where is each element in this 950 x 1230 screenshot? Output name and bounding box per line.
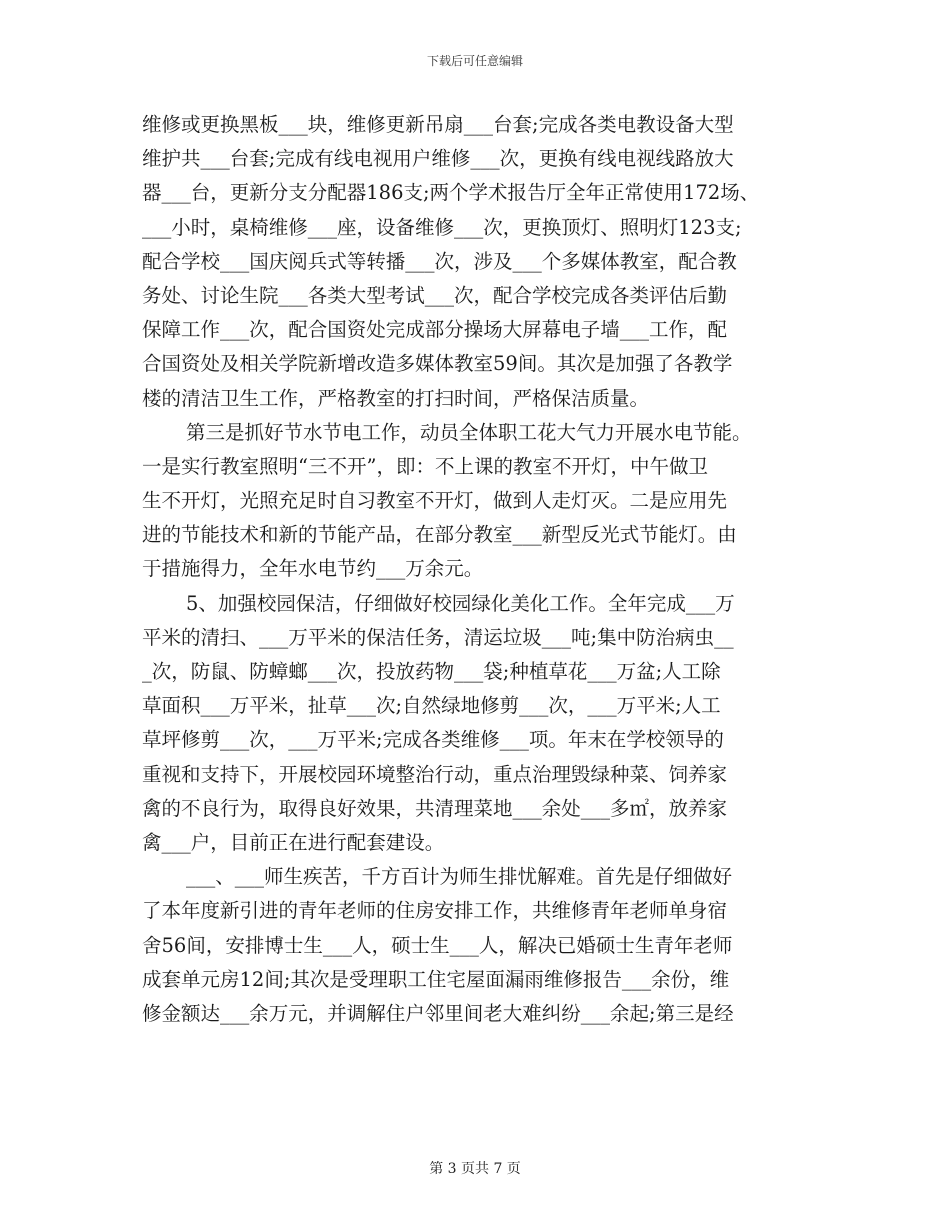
text-line: 舍56间，安排博士生___人，硕士生___人，解决已婚硕士生青年老师 — [142, 933, 733, 957]
text-line: 配合学校___国庆阅兵式等转播___次，涉及___个多媒体教室，配合教 — [142, 249, 737, 273]
text-line: 务处、讨论生院___各类大型考试___次，配合学校完成各类评估后勤 — [142, 283, 728, 307]
text-line: 修金额达___余万元，并调解住户邻里间老大难纠纷___余起;第三是经 — [142, 1001, 734, 1025]
text-line: 维修或更换黑板___块，维修更新吊扇___台套;完成各类电教设备大型 — [142, 113, 734, 136]
text-line: 第三是抓好节水节电工作，动员全体职工花大气力开展水电节能。 — [186, 420, 752, 444]
text-line: 生不开灯，光照充足时自习教室不开灯，做到人走灯灭。二是应用先 — [142, 489, 728, 513]
text-line: 草坪修剪___次，___万平米;完成各类维修___项。年末在学校领导的 — [142, 728, 724, 752]
page-number: 第 3 页共 7 页 — [429, 1161, 521, 1177]
text-line: 一是实行教室照明“三不开”，即：不上课的教室不开灯，中午做卫 — [142, 454, 708, 478]
text-line: 重视和支持下，开展校园环境整治行动，重点治理毁绿种菜、饲养家 — [142, 762, 728, 786]
text-line: ___、___师生疾苦，千方百计为师生排忧解难。首先是仔细做好 — [186, 865, 733, 889]
document-body — [142, 108, 822, 1031]
text-line: 维护共___台套;完成有线电视用户维修___次，更换有线电视线路放大 — [142, 147, 734, 171]
text-line: 于措施得力，全年水电节约___万余元。 — [142, 557, 484, 581]
text-line: 禽的不良行为，取得良好效果，共清理菜地___余处___多㎡，放养家 — [142, 796, 728, 820]
text-line: 成套单元房12间;其次是受理职工住宅屋面漏雨维修报告___余份，维 — [142, 967, 730, 991]
text-line: 楼的清洁卫生工作，严格教室的打扫时间，严格保洁质量。 — [142, 386, 650, 410]
text-line: 5、加强校园保洁，仔细做好校园绿化美化工作。全年完成___万 — [186, 591, 735, 615]
page-header: 下载后可任意编辑 — [426, 54, 523, 68]
text-line: 禽___户，目前正在进行配套建设。 — [142, 830, 445, 854]
text-line: _次，防鼠、防蟑螂___次，投放药物___袋;种植草花___万盆;人工除 — [142, 660, 721, 683]
text-line: 了本年度新引进的青年老师的住房安排工作，共维修青年老师单身宿 — [142, 899, 728, 923]
text-line: 平米的清扫、___万平米的保洁任务，清运垃圾___吨;集中防治病虫__ — [142, 625, 734, 649]
text-line: 进的节能技术和新的节能产品，在部分教室___新型反光式节能灯。由 — [142, 523, 737, 547]
text-line: ___小时，桌椅维修___座，设备维修___次，更换顶灯、照明灯123支; — [142, 215, 742, 239]
text-line: 器___台，更新分支分配器186支;两个学术报告厅全年正常使用172场、 — [142, 181, 760, 205]
text-line: 草面积___万平米，扯草___次;自然绿地修剪___次，___万平米;人工 — [142, 694, 721, 718]
text-line: 合国资处及相关学院新增改造多媒体教室59间。其次是加强了各教学 — [142, 352, 733, 376]
text-line: 保障工作___次，配合国资处完成部分操场大屏幕电子墙___工作，配 — [142, 318, 728, 342]
